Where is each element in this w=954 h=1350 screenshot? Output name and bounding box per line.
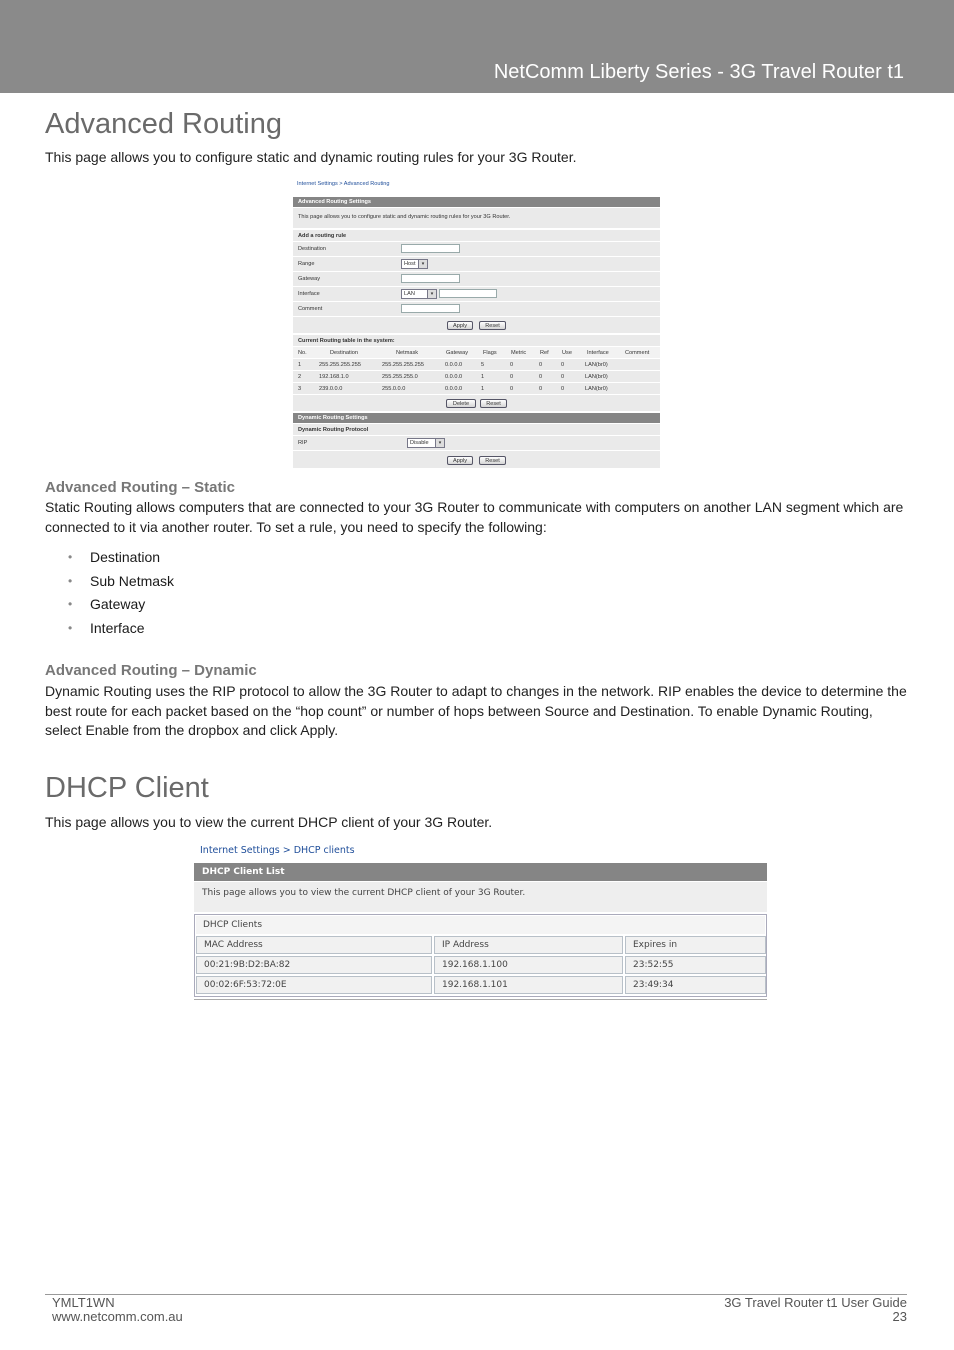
dhcp-client-intro: This page allows you to view the current DHCP client of your 3G Router. — [45, 814, 493, 830]
header-title: NetComm Liberty Series - 3G Travel Router t1 — [493, 61, 904, 83]
chevron-down-icon: ▾ — [418, 260, 427, 268]
col-expires-in: Expires in — [625, 936, 766, 954]
interface-label: Interface — [298, 291, 320, 297]
chevron-down-icon: ▾ — [435, 439, 444, 447]
routing-table-title-row — [293, 335, 660, 347]
dynamic-buttons-row — [293, 451, 660, 469]
settings-desc-row — [293, 208, 660, 229]
delete-button[interactable]: Delete — [446, 399, 476, 408]
add-rule-row — [293, 230, 660, 242]
reset-dynamic-button[interactable]: Reset — [479, 456, 506, 465]
bullet-text: Interface — [90, 619, 145, 636]
cell: 0 — [561, 362, 565, 368]
breadcrumb: Internet Settings > DHCP clients — [200, 845, 355, 856]
comment-label: Comment — [298, 306, 323, 312]
routing-table-header — [293, 347, 660, 359]
dynamic-heading: Advanced Routing – Dynamic — [45, 662, 257, 679]
list-item — [68, 592, 174, 616]
range-value: Host — [404, 261, 416, 267]
footer-guide-title: 3G Travel Router t1 User Guide — [724, 1295, 907, 1310]
settings-title: Advanced Routing Settings — [298, 199, 372, 205]
col-netmask: Netmask — [396, 350, 419, 356]
dhcp-desc: This page allows you to view the current DHCP client of your 3G Router. — [202, 888, 526, 898]
static-heading: Advanced Routing – Static — [45, 479, 236, 496]
cell: 192.168.1.0 — [319, 374, 349, 380]
range-row — [293, 257, 660, 272]
cell: LAN(br0) — [585, 362, 608, 368]
rip-row — [293, 436, 660, 451]
cell: 1 — [298, 362, 302, 368]
table-row-cell: 23:52:55 — [625, 956, 766, 974]
table-row-cell: 192.168.1.101 — [434, 976, 623, 994]
cell: 0 — [539, 362, 543, 368]
comment-row — [293, 302, 660, 317]
comment-input[interactable] — [401, 304, 460, 313]
bullet-text: Sub Netmask — [90, 572, 175, 589]
dhcp-list-title-bar — [194, 863, 767, 881]
dynamic-protocol-row — [293, 424, 660, 436]
table-row — [293, 359, 660, 371]
col-ip-address: IP Address — [434, 936, 623, 954]
footer-model: YMLT1WN — [52, 1295, 115, 1310]
settings-title-bar — [293, 197, 660, 207]
dynamic-body: Dynamic Routing uses the RIP protocol to allow the 3G Router to adapt to changes in the network. RIP enables the device to determine the best route for each packet based on the “hop count” or number of hops between Source and Destination. To enable Dynamic Routing, select Enable from the dropbox and click Apply. — [45, 683, 907, 738]
cell: LAN(br0) — [585, 386, 608, 392]
dynamic-title-bar — [293, 413, 660, 423]
dhcp-client-screenshot — [193, 842, 768, 1002]
bullet-text: Destination — [90, 548, 161, 565]
destination-row — [293, 242, 660, 257]
list-item — [68, 569, 174, 593]
cell: 5 — [481, 362, 485, 368]
cell: 1 — [481, 374, 485, 380]
cell: 1 — [481, 386, 485, 392]
table-row — [293, 383, 660, 395]
dhcp-list-title: DHCP Client List — [202, 867, 285, 877]
gateway-label: Gateway — [298, 276, 321, 282]
add-rule-title: Add a routing rule — [298, 233, 347, 239]
range-label: Range — [298, 261, 315, 267]
chevron-down-icon: ▾ — [427, 290, 436, 298]
advanced-routing-intro: This page allows you to configure static and dynamic routing rules for your 3G Router. — [45, 149, 577, 165]
footer-page-number: 23 — [892, 1309, 907, 1324]
list-item — [68, 616, 174, 640]
cell: 0.0.0.0 — [445, 374, 463, 380]
cell: 0 — [561, 374, 565, 380]
divider — [194, 999, 767, 1000]
cell: 255.255.255.255 — [382, 362, 424, 368]
footer-website: www.netcomm.com.au — [52, 1309, 183, 1324]
dynamic-title: Dynamic Routing Settings — [298, 415, 368, 421]
cell: 0 — [510, 374, 514, 380]
table-row-cell: 00:02:6F:53:72:0E — [196, 976, 432, 994]
cell: 0 — [510, 386, 514, 392]
apply-dynamic-button[interactable]: Apply — [447, 456, 473, 465]
table-buttons-row — [293, 395, 660, 412]
table-row — [293, 371, 660, 383]
col-use: Use — [562, 350, 572, 356]
page-header — [0, 0, 954, 93]
bullet-icon: • — [68, 549, 73, 564]
interface-value: LAN — [404, 291, 415, 297]
interface-custom-input[interactable] — [439, 289, 497, 298]
rip-label: RIP — [298, 440, 308, 446]
col-flags: Flags — [483, 350, 497, 356]
cell: 0 — [561, 386, 565, 392]
col-metric: Metric — [511, 350, 527, 356]
cell: 239.0.0.0 — [319, 386, 343, 392]
list-item — [68, 545, 174, 569]
cell: 0 — [539, 386, 543, 392]
rip-select[interactable] — [407, 438, 445, 448]
bullet-icon: • — [68, 620, 73, 635]
table-row-cell: 192.168.1.100 — [434, 956, 623, 974]
breadcrumb: Internet Settings > Advanced Routing — [297, 181, 390, 187]
apply-rule-button[interactable]: Apply — [447, 321, 473, 330]
col-ref: Ref — [540, 350, 549, 356]
cell: 0.0.0.0 — [445, 362, 463, 368]
range-select[interactable] — [401, 259, 428, 269]
dynamic-protocol-title: Dynamic Routing Protocol — [298, 427, 369, 433]
destination-label: Destination — [298, 246, 326, 252]
col-interface: Interface — [587, 350, 609, 356]
destination-input[interactable] — [401, 244, 460, 253]
rule-buttons-row — [293, 317, 660, 334]
advanced-routing-screenshot — [293, 178, 660, 469]
col-destination: Destination — [330, 350, 358, 356]
cell: 255.255.255.255 — [319, 362, 361, 368]
table-row-cell: 00:21:9B:D2:BA:82 — [196, 956, 432, 974]
dhcp-clients-table — [194, 914, 767, 997]
col-gateway: Gateway — [446, 350, 469, 356]
routing-table-title: Current Routing table in the system: — [298, 338, 395, 344]
col-comment: Comment — [625, 350, 650, 356]
interface-select[interactable] — [401, 289, 437, 299]
rip-value: Disable — [410, 440, 429, 446]
cell: 0.0.0.0 — [445, 386, 463, 392]
bullet-icon: • — [68, 597, 73, 612]
cell: 2 — [298, 374, 302, 380]
gateway-input[interactable] — [401, 274, 460, 283]
col-mac-address: MAC Address — [196, 936, 432, 954]
cell: 3 — [298, 386, 302, 392]
section-title-advanced-routing: Advanced Routing — [45, 108, 282, 140]
static-bullet-list — [68, 545, 174, 640]
reset-rule-button[interactable]: Reset — [479, 321, 506, 330]
cell: 255.255.255.0 — [382, 374, 418, 380]
bullet-text: Gateway — [90, 596, 146, 613]
table-row-cell: 23:49:34 — [625, 976, 766, 994]
settings-desc: This page allows you to configure static and dynamic routing rules for your 3G Router. — [298, 214, 511, 220]
col-no: No. — [298, 350, 307, 356]
interface-row — [293, 287, 660, 302]
cell: LAN(br0) — [585, 374, 608, 380]
bullet-icon: • — [68, 573, 73, 588]
cell: 0 — [510, 362, 514, 368]
dhcp-clients-title: DHCP Clients — [196, 916, 765, 934]
cell: 255.0.0.0 — [382, 386, 406, 392]
gateway-row — [293, 272, 660, 287]
static-body: Static Routing allows computers that are connected to your 3G Router to communicate with computers on another LAN segment which are connected to it via another router. To set a rule, you need to specify the following: — [45, 499, 904, 535]
reset-table-button[interactable]: Reset — [480, 399, 507, 408]
dhcp-desc-row — [194, 882, 767, 912]
section-title-dhcp-client: DHCP Client — [45, 772, 209, 804]
cell: 0 — [539, 374, 543, 380]
